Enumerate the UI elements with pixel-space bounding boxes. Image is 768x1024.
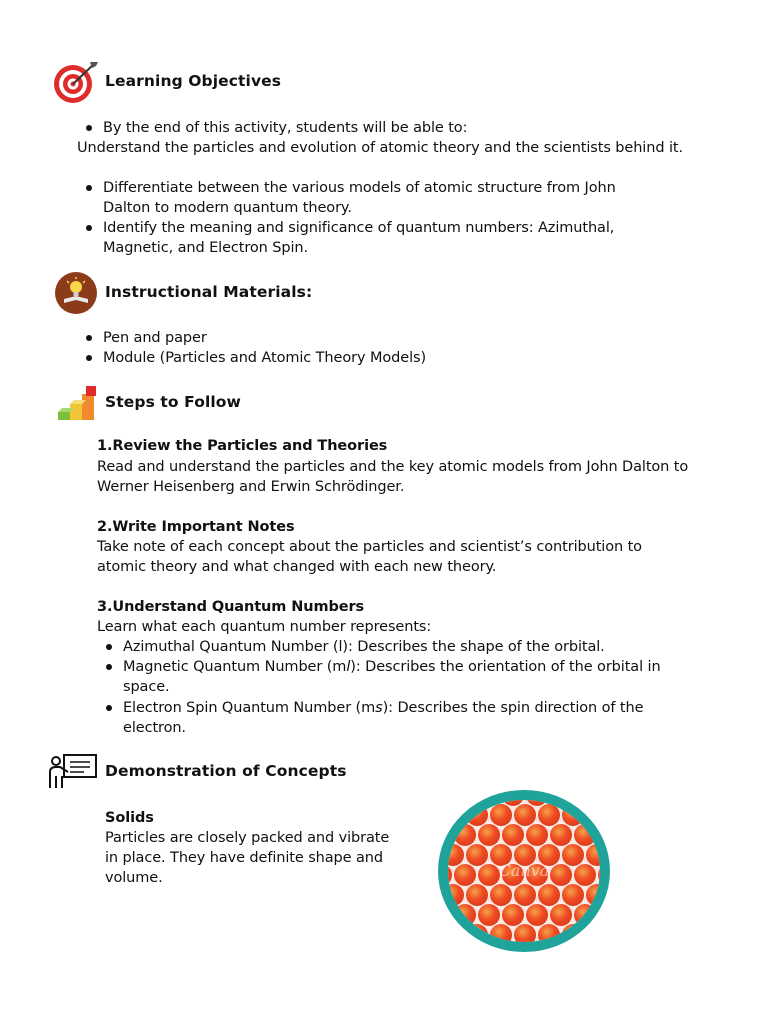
step1-heading: 1.Review the Particles and Theories: [97, 438, 388, 454]
list-item: [86, 178, 706, 218]
objective-item: Identify the meaning and significance of quantum numbers: Azimuthal, Magnetic, and Electron Spin.: [103, 220, 615, 256]
particle: [574, 789, 596, 806]
objective-intro: By the end of this activity, students will be able to:: [103, 120, 468, 136]
canva-watermark: Canva: [498, 861, 550, 880]
particle: [437, 884, 440, 906]
particle: [437, 789, 452, 806]
particle: [514, 804, 536, 826]
list-item: [106, 637, 706, 657]
particle: [574, 864, 596, 886]
stairs-icon: [56, 382, 100, 422]
objectives-title: Learning Objectives: [105, 72, 282, 90]
teacher-board-icon: [46, 752, 98, 790]
particle: [550, 904, 572, 926]
bullet-dot: [86, 185, 92, 191]
particle: [610, 844, 611, 866]
particle: [490, 804, 512, 826]
materials-title: Instructional Materials:: [105, 283, 313, 301]
bullet-dot: [86, 225, 92, 231]
bullet-dot: [86, 335, 92, 341]
particle: [466, 884, 488, 906]
quantum-item: Azimuthal Quantum Number (l): Describes the shape of the orbital.: [123, 639, 605, 655]
solid-particles-image: [437, 789, 611, 953]
objective-line: Understand the particles and evolution of atomic theory and the scientists behind it.: [77, 140, 683, 156]
particle: [437, 804, 440, 826]
bullet-dot: [106, 705, 112, 711]
list-item: [86, 328, 706, 348]
demo-title: Demonstration of Concepts: [105, 762, 347, 780]
particle: [610, 884, 611, 906]
particle: [454, 864, 476, 886]
particle: [610, 804, 611, 826]
particle: [562, 844, 584, 866]
list-item: [86, 218, 706, 258]
bullet-dot: [86, 125, 92, 131]
particle: [538, 884, 560, 906]
quantum-item: Magnetic Quantum Number (ml): Describes the orientation of the orbital in space.: [123, 659, 661, 695]
particle: [454, 789, 476, 806]
particle: [502, 824, 524, 846]
particle: [454, 944, 476, 953]
particle: [550, 824, 572, 846]
particle: [526, 904, 548, 926]
particle: [550, 864, 572, 886]
particle: [610, 924, 611, 946]
solids-heading: Solids: [105, 810, 154, 826]
particle: [538, 804, 560, 826]
quantum-item: Electron Spin Quantum Number (ms): Describes the spin direction of the electron.: [123, 700, 644, 736]
step3-heading: 3.Understand Quantum Numbers: [97, 599, 365, 615]
particle: [598, 944, 611, 953]
particle: [502, 904, 524, 926]
particle: [466, 844, 488, 866]
particle: [514, 884, 536, 906]
particle: [478, 824, 500, 846]
step1-text: Read and understand the particles and the key atomic models from John Dalton to Werner Heisenberg and Erwin Schrödinger.: [97, 459, 689, 495]
particle: [586, 924, 608, 946]
particle: [562, 884, 584, 906]
particle: [437, 944, 452, 953]
bullet-dot: [106, 664, 112, 670]
solids-text: Particles are closely packed and vibrate in place. They have definite shape and volume.: [105, 830, 390, 886]
list-item: [86, 348, 706, 368]
list-item: [106, 698, 706, 738]
particle: [574, 944, 596, 953]
particle: [478, 864, 500, 886]
particle: [478, 904, 500, 926]
particle: [442, 924, 464, 946]
objective-item: Differentiate between the various models of atomic structure from John Dalton to modern quantum theory.: [103, 180, 616, 216]
step2-text: Take note of each concept about the particles and scientist’s contribution to atomic theory and what changed with each new theory.: [97, 539, 642, 575]
step3-intro: Learn what each quantum number represents:: [97, 619, 432, 635]
material-item: Module (Particles and Atomic Theory Models): [103, 350, 427, 366]
list-item: [106, 657, 706, 697]
material-item: Pen and paper: [103, 330, 207, 346]
bullet-dot: [106, 644, 112, 650]
bullet-dot: [86, 355, 92, 361]
particle: [526, 824, 548, 846]
lightbulb-book-icon: [54, 271, 98, 315]
steps-title: Steps to Follow: [105, 393, 241, 411]
particle: [437, 924, 440, 946]
particle: [490, 884, 512, 906]
step2-heading: 2.Write Important Notes: [97, 519, 295, 535]
list-item: [86, 118, 706, 138]
target-icon: [52, 60, 100, 104]
particle: [598, 789, 611, 806]
